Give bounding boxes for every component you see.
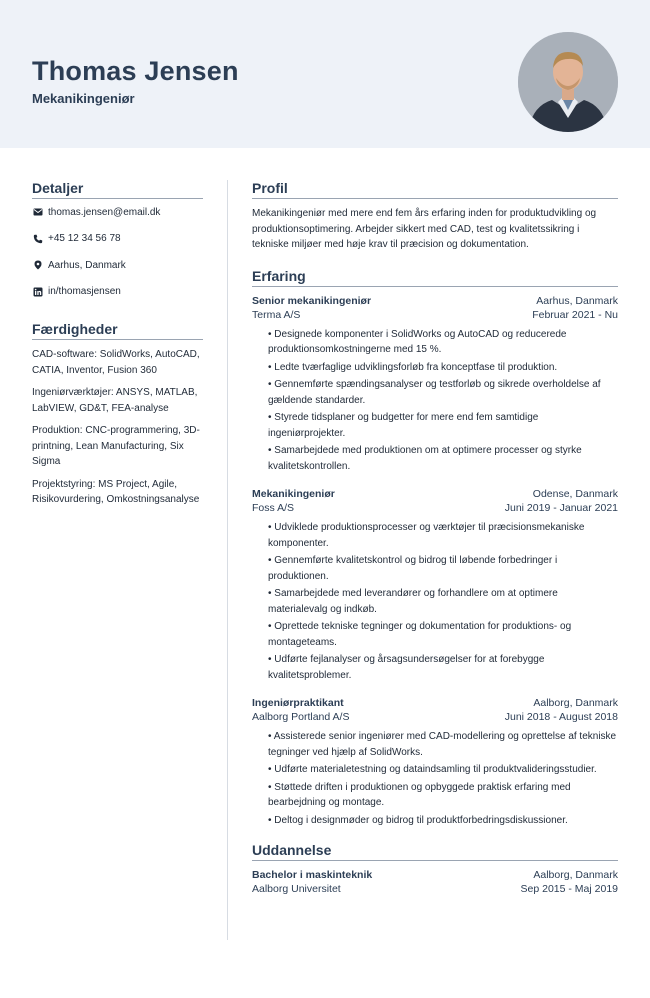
detail-linkedin-text: in/thomasjensen (48, 286, 121, 298)
skill-item: CAD-software: SolidWorks, AutoCAD, CATIA, Inventor, Fusion 360 (32, 349, 200, 376)
column-divider (227, 180, 228, 940)
job-role: Ingeniørpraktikant (252, 697, 344, 709)
experience-heading: Erfaring (252, 268, 618, 287)
job-bullets (252, 520, 618, 683)
job-bullet: • Ledte tværfaglige udviklingsforløb fra konceptfase til produktion. (268, 360, 618, 376)
job-company: Terma A/S (252, 308, 301, 321)
job-bullet: • Udførte materialetestning og dataindsamling til produktvalideringsstudier. (268, 762, 618, 778)
detail-location-text: Aarhus, Danmark (48, 259, 126, 271)
location-icon (32, 260, 43, 271)
job-bullet: • Assisterede senior ingeniører med CAD-modellering og oprettelse af tekniske tegninger ved hjælp af SolidWorks. (268, 729, 618, 760)
job-bullets (252, 729, 618, 828)
candidate-name: Thomas Jensen (32, 56, 239, 86)
edu-school: Aalborg Universitet (252, 883, 341, 895)
job-bullet: • Deltog i designmøder og bidrog til produktforbedringsdiskussioner. (268, 813, 618, 829)
detail-email[interactable] (32, 199, 203, 226)
main-column (252, 180, 618, 896)
education-heading: Uddannelse (252, 842, 618, 861)
details-heading: Detaljer (32, 180, 203, 199)
sidebar (32, 180, 203, 508)
job-bullet: • Oprettede tekniske tegninger og dokumentation for produktions- og montageteams. (268, 619, 618, 650)
job-bullet: • Udviklede produktionsprocesser og værktøjer til præcisionsmekaniske komponenter. (268, 520, 618, 551)
detail-phone-text: +45 12 34 56 78 (48, 233, 121, 245)
skill-item: Ingeniørværktøjer: ANSYS, MATLAB, LabVIEW, GD&T, FEA-analyse (32, 387, 198, 414)
edu-dates: Sep 2015 - Maj 2019 (520, 883, 618, 895)
job-bullet: • Designede komponenter i SolidWorks og AutoCAD og reducerede produktionsomkostningerne med 15 %. (268, 327, 618, 358)
email-icon (32, 207, 43, 218)
job-bullet: • Gennemførte kvalitetskontrol og bidrog til løbende forbedringer i produktionen. (268, 553, 618, 584)
profile-summary: Mekanikingeniør med mere end fem års erfaring inden for produktudvikling og produktionsoptimering. Arbejder sikkert med CAD, test og kvalitetssikring i tekniske miljøer med høje krav til præcision og dokumentation. (252, 208, 597, 250)
job-bullet: • Støttede driften i produktionen og opbyggede praktisk erfaring med bearbejdning og montage. (268, 780, 618, 811)
job-company: Foss A/S (252, 502, 295, 514)
job-bullet: • Styrede tidsplaner og budgetter for mere end fem samtidige ingeniørprojekter. (268, 410, 618, 441)
job-location: Aarhus, Danmark (536, 294, 618, 307)
profile-photo (518, 32, 618, 132)
education-entry (252, 868, 618, 896)
job-dates: Juni 2018 - August 2018 (504, 711, 618, 723)
job-bullets (252, 327, 618, 475)
job-company: Aalborg Portland A/S (252, 711, 350, 723)
job-bullet: • Samarbejdede med leverandører og forhandlere om at optimere materialevalg og indkøb. (268, 586, 618, 617)
phone-icon (32, 233, 43, 244)
profile-heading: Profil (252, 180, 618, 199)
skills-heading: Færdigheder (32, 321, 203, 340)
candidate-title: Mekanikingeniør (32, 91, 135, 106)
detail-location (32, 252, 203, 279)
job-entry (252, 487, 618, 683)
job-entry (252, 696, 618, 828)
job-bullet: • Samarbejdede med produktionen om at optimere processer og styrke kvalitetskontrollen. (268, 443, 618, 474)
header-banner (0, 0, 650, 148)
portrait-image (518, 32, 618, 132)
job-role: Senior mekanikingeniør (252, 294, 372, 307)
linkedin-icon (32, 286, 43, 297)
detail-phone[interactable] (32, 226, 203, 253)
edu-location: Aalborg, Danmark (533, 869, 618, 881)
job-dates: Juni 2019 - Januar 2021 (504, 502, 618, 514)
job-location: Odense, Danmark (532, 488, 618, 500)
job-location: Aalborg, Danmark (533, 697, 618, 709)
job-bullet: • Udførte fejlanalyser og årsagsundersøgelser for at forebygge kvalitetsproblemer. (268, 652, 618, 683)
job-bullet: • Gennemførte spændingsanalyser og testforløb og sikrede overholdelse af gældende standarder. (268, 377, 618, 408)
skill-item: Projektstyring: MS Project, Agile, Risikovurdering, Omkostningsanalyse (32, 478, 200, 505)
skill-item: Produktion: CNC-programmering, 3D-printning, Lean Manufacturing, Six Sigma (32, 425, 200, 467)
detail-email-text: thomas.jensen@email.dk (48, 206, 161, 218)
job-role: Mekanikingeniør (252, 488, 335, 500)
job-dates: Februar 2021 - Nu (532, 308, 618, 321)
detail-linkedin[interactable] (32, 279, 203, 306)
edu-degree: Bachelor i maskinteknik (252, 869, 373, 881)
job-entry (252, 294, 618, 475)
